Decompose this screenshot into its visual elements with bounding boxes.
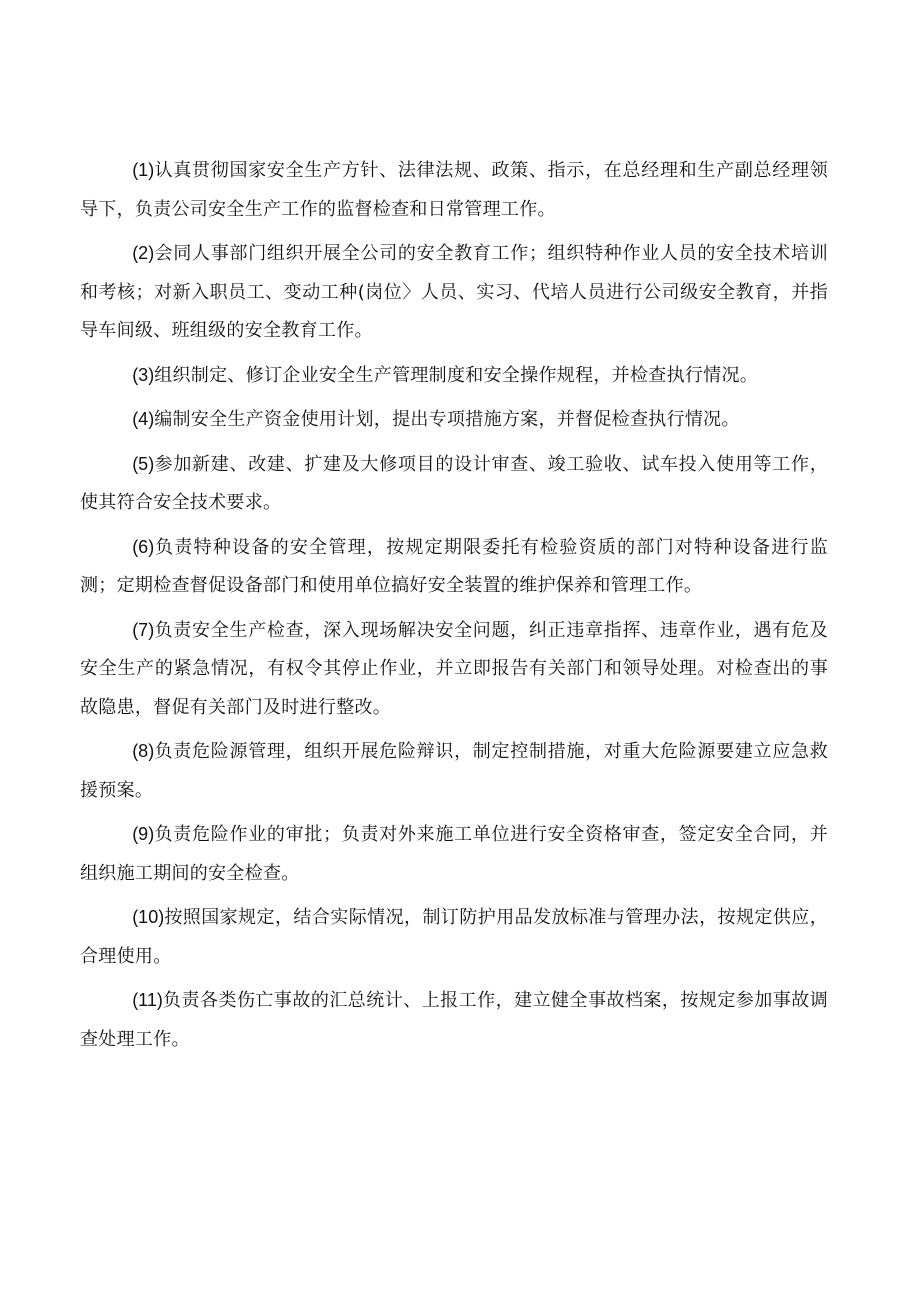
paragraph-text: 会同人事部门组织开展全公司的安全教育工作；组织特种作业人员的安全技术培训和考核；对新入职员工、变动工种(岗位〉人员、实习、代培人员进行公司级安全教育，并指导车间级、班组级的安全教育工作。 bbox=[80, 243, 828, 341]
paragraph-8 bbox=[80, 732, 828, 810]
paragraph-7 bbox=[80, 611, 828, 728]
paragraph-number: (10) bbox=[132, 907, 165, 927]
paragraph-text: 编制安全生产资金使用计划，提出专项措施方案，并督促检查执行情况。 bbox=[154, 409, 740, 430]
paragraph-text: 按照国家规定，结合实际情况，制订防护用品发放标准与管理办法，按规定供应，合理使用。 bbox=[80, 907, 828, 967]
paragraph-number: (1) bbox=[132, 160, 155, 180]
paragraph-6 bbox=[80, 528, 828, 606]
paragraph-number: (2) bbox=[132, 243, 155, 263]
paragraph-5 bbox=[80, 445, 828, 523]
paragraph-9 bbox=[80, 815, 828, 893]
paragraph-number: (6) bbox=[132, 536, 155, 557]
paragraph-number: (9) bbox=[132, 824, 155, 844]
paragraph-text: 组织制定、修订企业安全生产管理制度和安全操作规程，并检查执行情况。 bbox=[154, 364, 759, 386]
paragraph-number: (11) bbox=[132, 990, 163, 1010]
paragraph-text: 参加新建、改建、扩建及大修项目的设计审查、竣工验收、试车投入使用等工作，使其符合安全技术要求。 bbox=[80, 453, 828, 513]
paragraph-number: (4) bbox=[132, 409, 155, 429]
paragraph-1 bbox=[80, 151, 828, 229]
paragraph-text: 负责特种设备的安全管理，按规定期限委托有检验资质的部门对特种设备进行监测；定期检查督促设备部门和使用单位搞好安全装置的维护保养和管理工作。 bbox=[80, 536, 828, 596]
paragraph-text: 负责危险源管理，组织开展危险辩识，制定控制措施，对重大危险源要建立应急救援预案。 bbox=[80, 741, 828, 801]
paragraph-text: 认真贯彻国家安全生产方针、法律法规、政策、指示，在总经理和生产副总经理领导下，负责公司安全生产工作的监督检查和日常管理工作。 bbox=[80, 160, 828, 220]
paragraph-11 bbox=[80, 981, 828, 1059]
paragraph-4 bbox=[80, 400, 828, 440]
paragraph-number: (7) bbox=[132, 619, 155, 640]
paragraph-text: 负责危险作业的审批；负责对外来施工单位进行安全资格审查，签定安全合同，并组织施工期间的安全检查。 bbox=[80, 824, 828, 884]
document-body bbox=[80, 151, 828, 1064]
paragraph-2 bbox=[80, 234, 828, 351]
paragraph-text: 负责各类伤亡事故的汇总统计、上报工作，建立健全事故档案，按规定参加事故调查处理工作。 bbox=[80, 990, 828, 1050]
paragraph-number: (5) bbox=[132, 453, 155, 474]
paragraph-3 bbox=[80, 356, 828, 396]
paragraph-number: (3) bbox=[132, 364, 155, 385]
paragraph-10 bbox=[80, 898, 828, 976]
paragraph-text: 负责安全生产检查，深入现场解决安全问题，纠正违章指挥、违章作业，遇有危及安全生产的紧急情况，有权令其停止作业，并立即报告有关部门和领导处理。对检查出的事故隐患，督促有关部门及时进行整改。 bbox=[80, 619, 828, 718]
paragraph-number: (8) bbox=[132, 741, 155, 761]
